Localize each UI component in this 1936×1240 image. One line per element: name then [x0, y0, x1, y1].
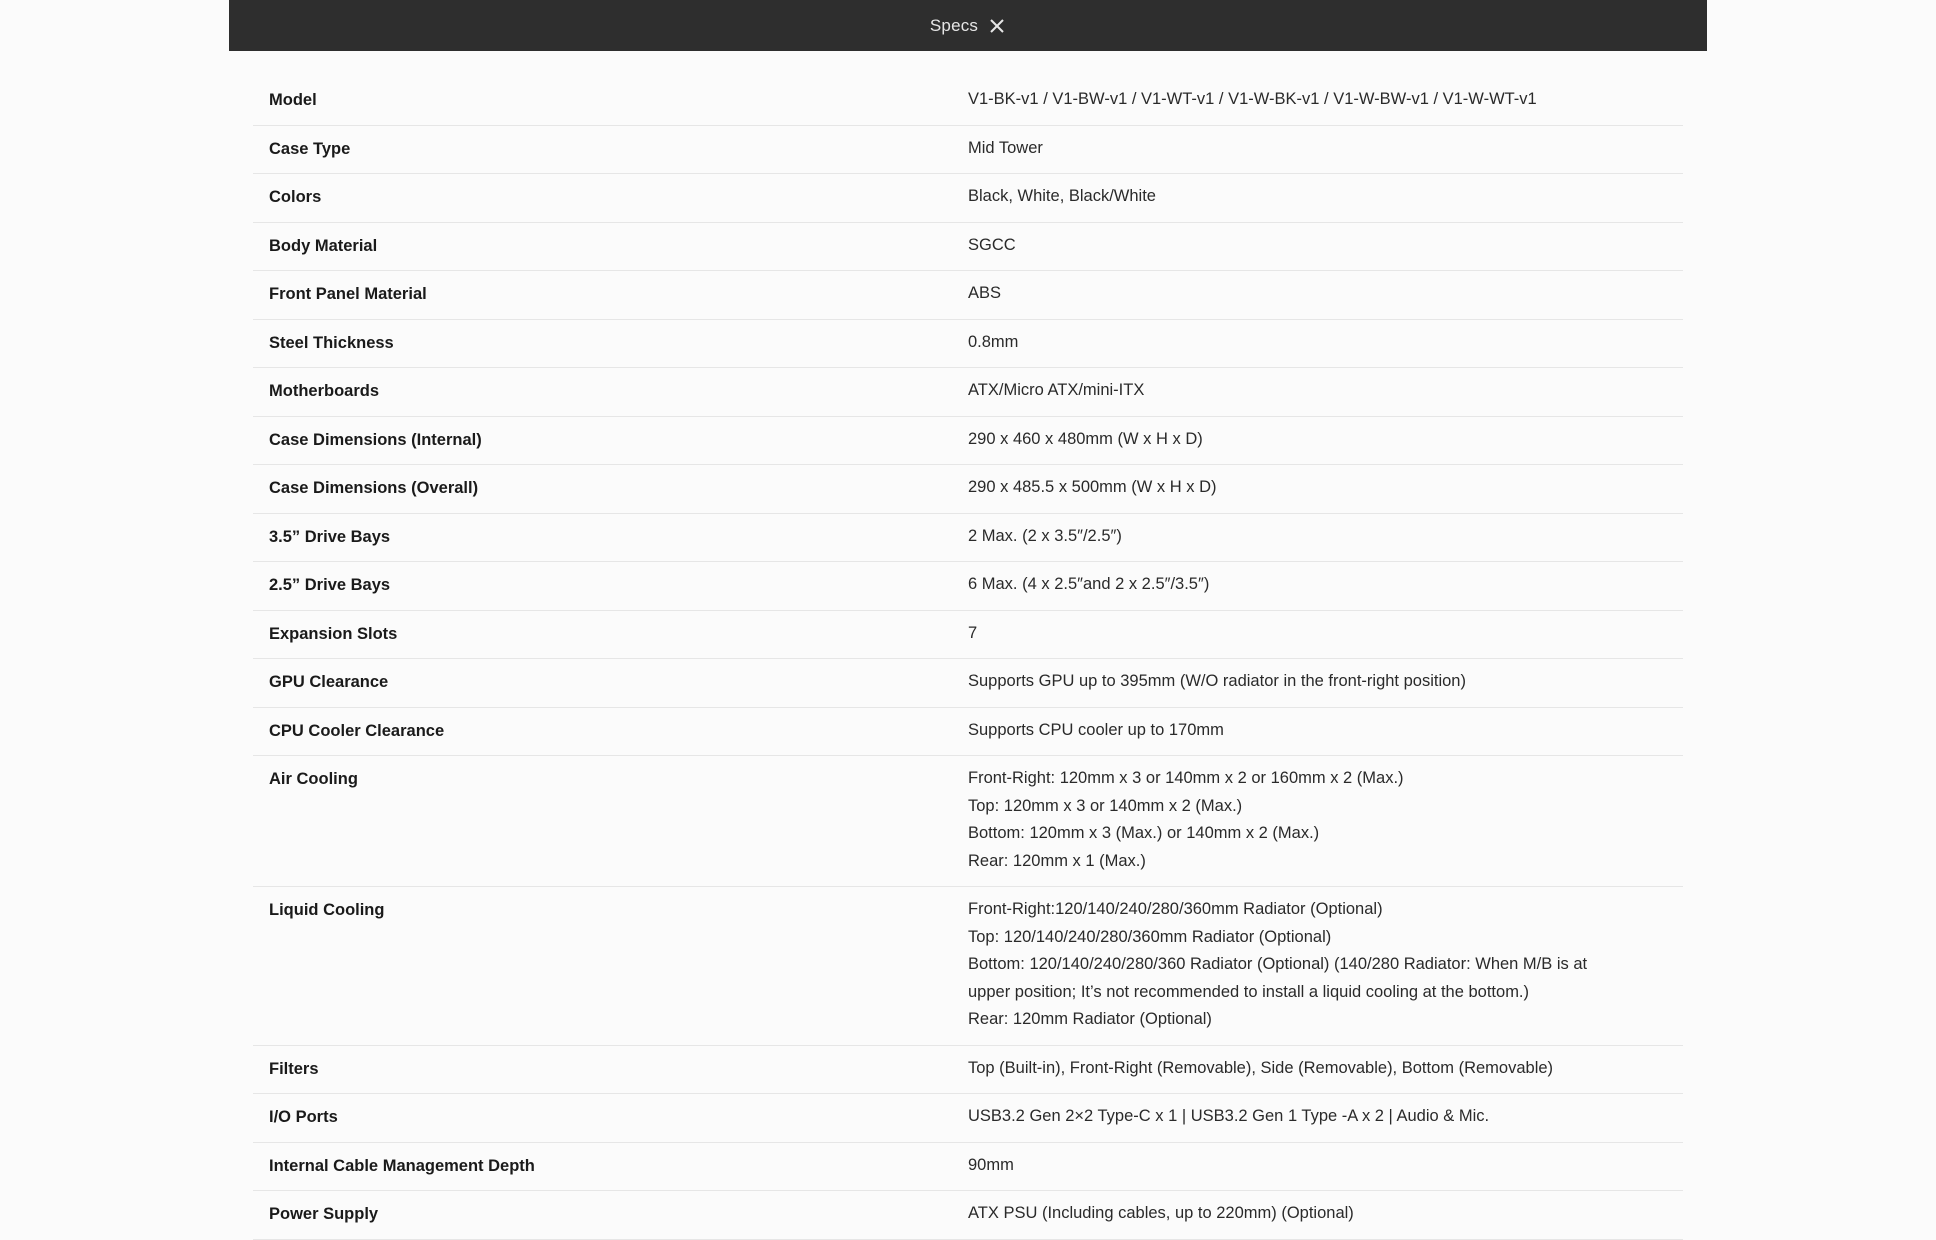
spec-value-line: Front-Right: 120mm x 3 or 140mm x 2 or 160mm x 2 (Max.) — [968, 769, 1404, 787]
spec-label: Steel Thickness — [269, 333, 394, 352]
spec-value — [968, 571, 1683, 599]
spec-value-line: 90mm — [968, 1155, 1014, 1174]
specs-title: Specs — [929, 15, 979, 35]
spec-value — [968, 1200, 1683, 1228]
spec-label: Model — [269, 91, 317, 109]
spec-row — [253, 174, 1683, 223]
spec-value-line: 290 x 460 x 480mm (W x H x D) — [968, 429, 1203, 448]
spec-value-line: 2 Max. (2 x 3.5″/2.5″) — [968, 526, 1122, 545]
spec-row — [253, 320, 1683, 369]
spec-label: Expansion Slots — [269, 624, 398, 643]
spec-row — [253, 465, 1683, 514]
spec-label: GPU Clearance — [269, 673, 389, 691]
spec-label: Power Supply — [269, 1205, 379, 1223]
spec-value-line: Top: 120mm x 3 or 140mm x 2 (Max.) — [968, 796, 1243, 815]
spec-row — [253, 1191, 1683, 1240]
spec-row — [253, 1094, 1683, 1143]
spec-value — [968, 896, 1683, 1034]
spec-row — [253, 1143, 1683, 1192]
spec-value — [968, 620, 1683, 648]
spec-label: 2.5” Drive Bays — [269, 576, 391, 594]
spec-value — [968, 1152, 1683, 1180]
spec-value — [968, 1103, 1683, 1131]
spec-label: 3.5” Drive Bays — [269, 527, 391, 546]
spec-row — [253, 756, 1683, 887]
spec-value — [968, 86, 1683, 114]
spec-row — [253, 271, 1683, 320]
spec-value-line: Top (Built-in), Front-Right (Removable), Side (Removable), Bottom (Removable) — [968, 1058, 1554, 1077]
spec-value-line: ABS — [968, 284, 1002, 302]
spec-row — [253, 77, 1683, 126]
spec-row — [253, 223, 1683, 272]
spec-row — [253, 562, 1683, 611]
spec-label: Case Dimensions (Overall) — [269, 479, 479, 497]
spec-label: I/O Ports — [269, 1108, 338, 1126]
spec-value — [968, 329, 1683, 357]
spec-value — [968, 523, 1683, 551]
spec-label: Body Material — [269, 236, 378, 255]
spec-label: Internal Cable Management Depth — [269, 1156, 535, 1175]
spec-row — [253, 611, 1683, 660]
specs-panel — [229, 0, 1707, 1239]
spec-value — [968, 183, 1683, 211]
spec-row — [253, 514, 1683, 563]
spec-label: Case Dimensions (Internal) — [269, 430, 482, 449]
spec-value-line: SGCC — [968, 235, 1016, 254]
spec-label: Case Type — [269, 139, 351, 158]
spec-row — [253, 887, 1683, 1046]
spec-row — [253, 708, 1683, 757]
spec-row — [253, 417, 1683, 466]
specs-header — [229, 0, 1707, 51]
spec-value-line: Front-Right:120/140/240/280/360mm Radiator (Optional) — [968, 900, 1383, 918]
spec-value — [968, 765, 1683, 875]
spec-value — [968, 232, 1683, 260]
spec-value-line: 6 Max. (4 x 2.5″and 2 x 2.5″/3.5″) — [968, 575, 1210, 593]
spec-value — [968, 280, 1683, 308]
spec-value — [968, 426, 1683, 454]
spec-row — [253, 368, 1683, 417]
spec-value-line: V1-BK-v1 / V1-BW-v1 / V1-WT-v1 / V1-W-BK-v1 / V1-W-BW-v1 / V1-W-WT-v1 — [968, 90, 1537, 108]
spec-value — [968, 474, 1683, 502]
spec-label: Motherboards — [269, 382, 380, 400]
spec-label: Front Panel Material — [269, 285, 427, 303]
spec-value-line: Supports GPU up to 395mm (W/O radiator in the front-right position) — [968, 672, 1466, 690]
spec-value — [968, 377, 1683, 405]
spec-value — [968, 135, 1683, 163]
close-icon[interactable] — [988, 17, 1006, 35]
spec-value-line: Supports CPU cooler up to 170mm — [968, 720, 1224, 739]
spec-value-line: Rear: 120mm Radiator (Optional) — [968, 1010, 1212, 1028]
spec-value-line: 290 x 485.5 x 500mm (W x H x D) — [968, 478, 1217, 496]
spec-value-line: Bottom: 120mm x 3 (Max.) or 140mm x 2 (Max.) — [968, 824, 1320, 842]
spec-value — [968, 668, 1683, 696]
spec-value-line: Top: 120/140/240/280/360mm Radiator (Optional) — [968, 927, 1332, 946]
spec-value-line: 0.8mm — [968, 332, 1019, 351]
spec-value — [968, 717, 1683, 745]
spec-label: Liquid Cooling — [269, 901, 385, 919]
spec-label: Colors — [269, 188, 322, 206]
spec-value-line: upper position; It’s not recommended to install a liquid cooling at the bottom.) — [968, 982, 1530, 1001]
specs-table — [253, 77, 1683, 1240]
spec-label: Air Cooling — [269, 770, 358, 788]
spec-label: Filters — [269, 1059, 319, 1078]
spec-row — [253, 126, 1683, 175]
spec-value — [968, 1055, 1683, 1083]
spec-value-line: ATX/Micro ATX/mini-ITX — [968, 381, 1145, 399]
spec-value-line: Mid Tower — [968, 138, 1043, 157]
spec-value-line: USB3.2 Gen 2×2 Type-C x 1 | USB3.2 Gen 1 Type -A x 2 | Audio & Mic. — [968, 1107, 1490, 1125]
spec-value-line: ATX PSU (Including cables, up to 220mm) (Optional) — [968, 1204, 1354, 1222]
spec-value-line: Bottom: 120/140/240/280/360 Radiator (Optional) (140/280 Radiator: When M/B is at — [968, 955, 1588, 973]
spec-value-line: Black, White, Black/White — [968, 187, 1156, 205]
spec-label: CPU Cooler Clearance — [269, 721, 445, 740]
spec-value-line: 7 — [968, 623, 978, 642]
spec-row — [253, 659, 1683, 708]
spec-row — [253, 1046, 1683, 1095]
spec-value-line: Rear: 120mm x 1 (Max.) — [968, 851, 1146, 870]
